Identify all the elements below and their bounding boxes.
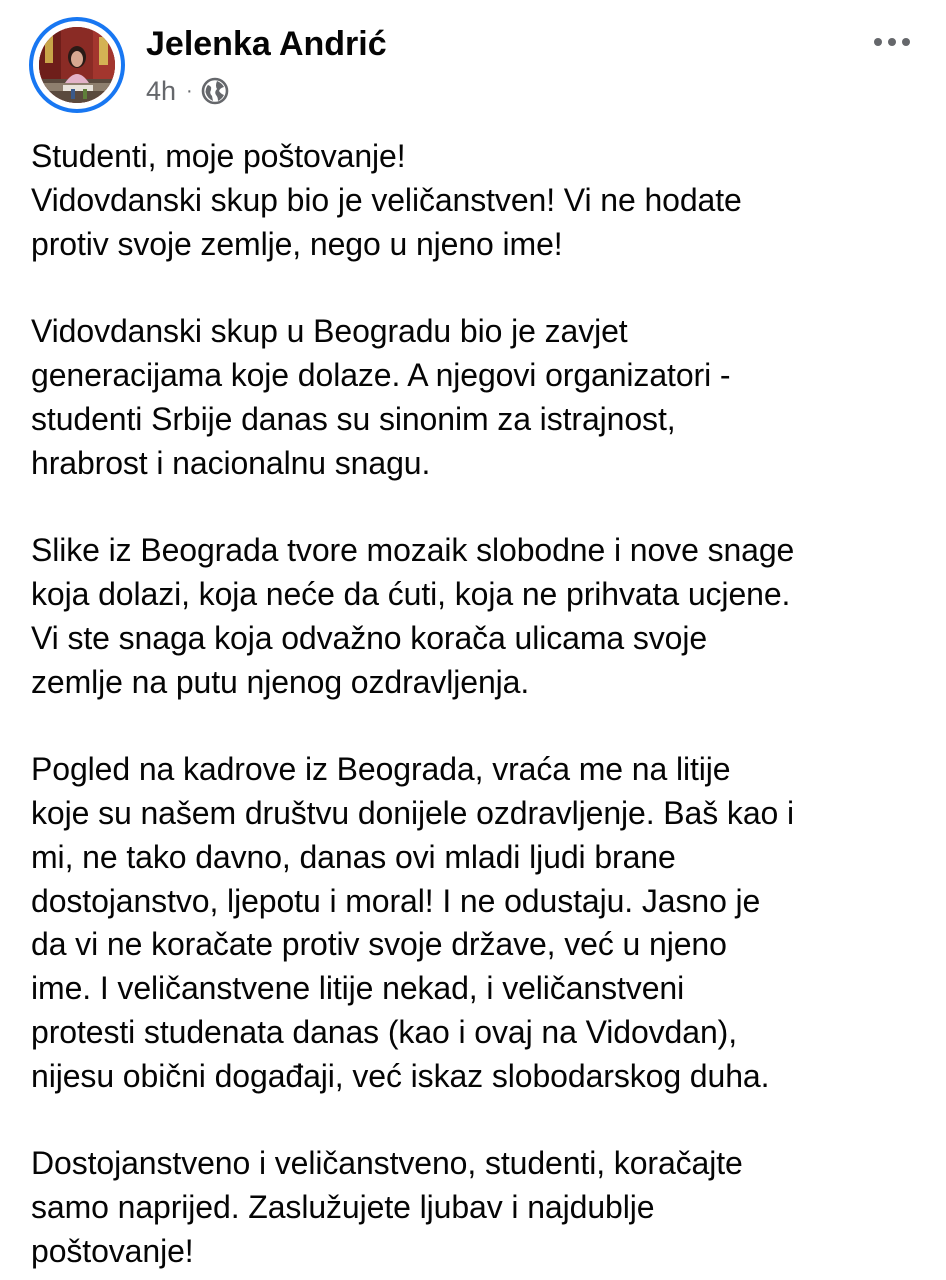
post-text-line: protesti studenata danas (kao i ovaj na Vidovdan), [31,1013,737,1050]
paragraph-spacer [31,1099,936,1143]
post-text-line: Studenti, moje poštovanje! [31,138,406,174]
post-text-line: Vidovdanski skup u Beogradu bio je zavjet [31,313,628,350]
paragraph-spacer [31,485,936,529]
paragraph [31,1142,936,1273]
post-text-line: da vi ne koračate protiv svoje države, već u njeno [31,926,727,963]
avatar[interactable] [29,17,125,113]
post-text-line: studenti Srbije danas su sinonim za istrajnost, [31,400,676,437]
post-text-line: dostojanstvo, ljepotu i moral! I ne odustaju. Jasno je [31,882,761,919]
paragraph [31,310,936,485]
post-text-line: koja dolazi, koja neće da ćuti, koja ne prihvata ucjene. [31,575,791,612]
paragraph-spacer [31,266,936,310]
post-text-line: Pogled na kadrove iz Beograda, vraća me na litije [31,751,731,788]
post-meta [146,72,229,110]
post-text [31,135,936,1274]
more-dot [888,38,896,46]
more-dot [902,38,910,46]
post-text-line: Dostojanstveno i veličanstveno, studenti, koračajte [31,1145,743,1182]
post-text-line: poštovanje! [31,1232,194,1269]
more-dot [874,38,882,46]
post-text-line: zemlje na putu njenog ozdravljenja. [31,663,530,700]
post-text-line: mi, ne tako davno, danas ovi mladi ljudi brane [31,838,676,875]
post-text-line: nijesu obični događaji, već iskaz slobodarskog duha. [31,1057,770,1094]
post-text-line: samo naprijed. Zaslužujete ljubav i najdublje [31,1189,655,1226]
post-text-line: koje su našem društvu donijele ozdravljenje. Baš kao i [31,794,795,831]
meta-separator: · [186,79,193,102]
avatar-image [39,27,115,103]
post-text-line: protiv svoje zemlje, nego u njeno ime! [31,225,563,262]
post-text-line: Vidovdanski skup bio je veličanstven! Vi ne hodate [31,181,742,218]
paragraph [31,529,936,704]
post-text-line: Vi ste snaga koja odvažno korača ulicama svoje [31,619,708,656]
post-header [0,0,946,130]
more-options-button[interactable] [864,22,920,62]
post-time[interactable]: 4h [146,75,177,106]
paragraph [31,135,936,266]
post-text-line: ime. I veličanstvene litije nekad, i veličanstveni [31,970,685,1007]
author-name[interactable]: Jelenka Andrić [146,25,387,63]
globe-icon [201,77,229,105]
avatar-photo [39,27,115,103]
post-text-line: hrabrost i nacionalnu snagu. [31,444,431,481]
paragraph-spacer [31,704,936,748]
post-text-line: Slike iz Beograda tvore mozaik slobodne i nove snage [31,532,795,569]
paragraph [31,748,936,1098]
post-text-line: generacijama koje dolaze. A njegovi organizatori - [31,356,731,393]
